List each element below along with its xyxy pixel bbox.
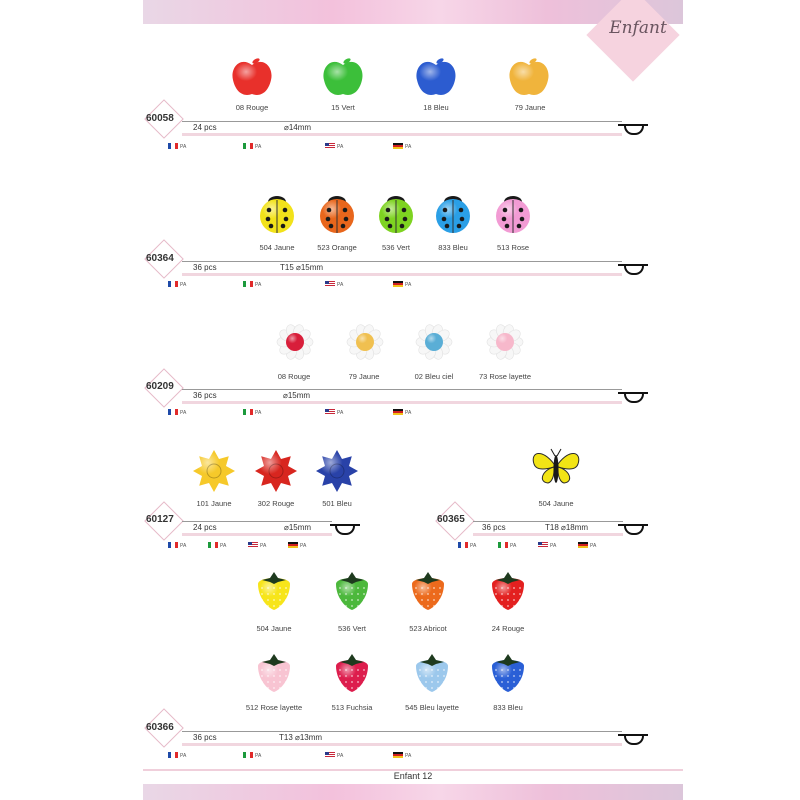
flag-label: PA xyxy=(260,543,267,549)
ladybug-button xyxy=(320,196,354,233)
strawberry-button xyxy=(258,572,290,610)
butterfly-button xyxy=(533,449,579,483)
flag-label: PA xyxy=(510,543,517,549)
flag-it-icon xyxy=(243,409,253,415)
apple-label-2: 15 Vert xyxy=(331,103,355,112)
strawberry-label-8: 833 Bleu xyxy=(493,703,523,712)
strawberry-button xyxy=(336,654,368,692)
section-line xyxy=(182,389,622,390)
strawberry-label-6: 513 Fuchsia xyxy=(331,703,373,712)
star-button xyxy=(255,450,297,492)
flag-label: PA xyxy=(405,753,412,759)
flag-de-icon xyxy=(578,542,588,548)
section-underline xyxy=(473,533,623,536)
flower-label-3: 02 Bleu ciel xyxy=(414,372,454,381)
pieces-count: 36 pcs xyxy=(193,263,217,272)
flag-label: PA xyxy=(255,410,262,416)
flag-fr-icon xyxy=(168,281,178,287)
flag-fr-icon xyxy=(168,752,178,758)
button-size: T15 ⌀15mm xyxy=(280,263,324,272)
flag-it-icon xyxy=(243,281,253,287)
ladybug-button xyxy=(436,196,470,233)
section-underline xyxy=(182,743,622,746)
ladybug-button xyxy=(496,196,530,233)
ladybug-button xyxy=(379,196,413,233)
apple-button xyxy=(416,57,455,95)
button-size: ⌀14mm xyxy=(284,123,312,132)
strawberry-label-5: 512 Rose layette xyxy=(245,703,303,712)
flag-label: PA xyxy=(180,410,187,416)
flag-label: PA xyxy=(337,144,344,150)
flag-us-icon xyxy=(325,143,335,149)
star-button xyxy=(316,450,358,492)
flag-us-icon xyxy=(248,542,258,548)
strawberry-label-4: 24 Rouge xyxy=(491,624,525,633)
product-code-60364: 60364 xyxy=(146,253,174,264)
flag-label: PA xyxy=(255,753,262,759)
flag-de-icon xyxy=(288,542,298,548)
section-underline xyxy=(182,533,332,536)
product-code-60365: 60365 xyxy=(437,514,465,525)
flower-label-1: 08 Rouge xyxy=(277,372,311,381)
pieces-count: 36 pcs xyxy=(193,733,217,742)
strawberry-button xyxy=(412,572,444,610)
strawberry-label-3: 523 Abricot xyxy=(409,624,447,633)
flower-button xyxy=(347,323,383,360)
flower-label-4: 73 Rose layette xyxy=(478,372,532,381)
section-line xyxy=(182,121,622,122)
flag-de-icon xyxy=(393,281,403,287)
flag-label: PA xyxy=(550,543,557,549)
strawberry-button xyxy=(416,654,448,692)
flag-label: PA xyxy=(337,753,344,759)
flag-label: PA xyxy=(180,543,187,549)
flower-button xyxy=(487,323,523,360)
pieces-count: 36 pcs xyxy=(193,391,217,400)
flag-label: PA xyxy=(337,410,344,416)
flag-label: PA xyxy=(300,543,307,549)
apple-button xyxy=(232,57,271,95)
strawberry-button xyxy=(492,572,524,610)
flag-label: PA xyxy=(220,543,227,549)
button-size: T18 ⌀18mm xyxy=(545,523,589,532)
product-code-60209: 60209 xyxy=(146,381,174,392)
flag-us-icon xyxy=(325,281,335,287)
flag-us-icon xyxy=(325,409,335,415)
flag-fr-icon xyxy=(168,542,178,548)
button-size: T13 ⌀13mm xyxy=(279,733,323,742)
flag-it-icon xyxy=(208,542,218,548)
ladybug-label-1: 504 Jaune xyxy=(259,243,295,252)
button-size: ⌀15mm xyxy=(283,391,311,400)
section-line xyxy=(473,521,623,522)
ladybug-label-4: 833 Bleu xyxy=(438,243,468,252)
section-underline xyxy=(182,273,622,276)
flag-us-icon xyxy=(325,752,335,758)
button-size: ⌀15mm xyxy=(284,523,312,532)
flag-it-icon xyxy=(243,143,253,149)
butterfly-label-1: 504 Jaune xyxy=(538,499,574,508)
flag-label: PA xyxy=(405,282,412,288)
flower-label-2: 79 Jaune xyxy=(348,372,380,381)
flag-us-icon xyxy=(538,542,548,548)
bottom-banner xyxy=(143,784,683,800)
ladybug-label-5: 513 Rose xyxy=(496,243,530,252)
flag-de-icon xyxy=(393,409,403,415)
section-underline xyxy=(182,401,622,404)
strawberry-button xyxy=(258,654,290,692)
flag-it-icon xyxy=(243,752,253,758)
flag-de-icon xyxy=(393,143,403,149)
flag-fr-icon xyxy=(168,409,178,415)
ladybug-button xyxy=(260,196,294,233)
star-label-3: 501 Bleu xyxy=(322,499,352,508)
flag-label: PA xyxy=(180,282,187,288)
flag-de-icon xyxy=(393,752,403,758)
flag-fr-icon xyxy=(458,542,468,548)
section-line xyxy=(182,521,332,522)
flag-fr-icon xyxy=(168,143,178,149)
strawberry-button xyxy=(492,654,524,692)
strawberry-label-2: 536 Vert xyxy=(338,624,366,633)
flag-label: PA xyxy=(255,282,262,288)
section-underline xyxy=(182,133,622,136)
ladybug-label-2: 523 Orange xyxy=(317,243,357,252)
ladybug-label-3: 536 Vert xyxy=(382,243,410,252)
apple-label-1: 08 Rouge xyxy=(235,103,269,112)
flag-label: PA xyxy=(255,144,262,150)
page-footer: Enfant 12 xyxy=(393,771,433,781)
pieces-count: 36 pcs xyxy=(482,523,506,532)
apple-button xyxy=(323,57,362,95)
section-line xyxy=(182,261,622,262)
apple-label-3: 18 Bleu xyxy=(423,103,449,112)
flag-label: PA xyxy=(337,282,344,288)
flower-button xyxy=(277,323,313,360)
apple-label-4: 79 Jaune xyxy=(514,103,546,112)
flag-label: PA xyxy=(590,543,597,549)
star-label-1: 101 Jaune xyxy=(196,499,232,508)
product-code-60127: 60127 xyxy=(146,514,174,525)
strawberry-label-1: 504 Jaune xyxy=(256,624,292,633)
star-label-2: 302 Rouge xyxy=(257,499,295,508)
flag-label: PA xyxy=(180,753,187,759)
section-line xyxy=(182,731,622,732)
apple-button xyxy=(509,57,548,95)
product-code-60366: 60366 xyxy=(146,722,174,733)
strawberry-button xyxy=(336,572,368,610)
flag-label: PA xyxy=(180,144,187,150)
pieces-count: 24 pcs xyxy=(193,123,217,132)
strawberry-label-7: 545 Bleu layette xyxy=(405,703,459,712)
flag-it-icon xyxy=(498,542,508,548)
product-code-60058: 60058 xyxy=(146,113,174,124)
flag-label: PA xyxy=(470,543,477,549)
star-button xyxy=(193,450,235,492)
pieces-count: 24 pcs xyxy=(193,523,217,532)
category-title: Enfant xyxy=(609,18,667,38)
flag-label: PA xyxy=(405,144,412,150)
flag-label: PA xyxy=(405,410,412,416)
flower-button xyxy=(416,323,452,360)
